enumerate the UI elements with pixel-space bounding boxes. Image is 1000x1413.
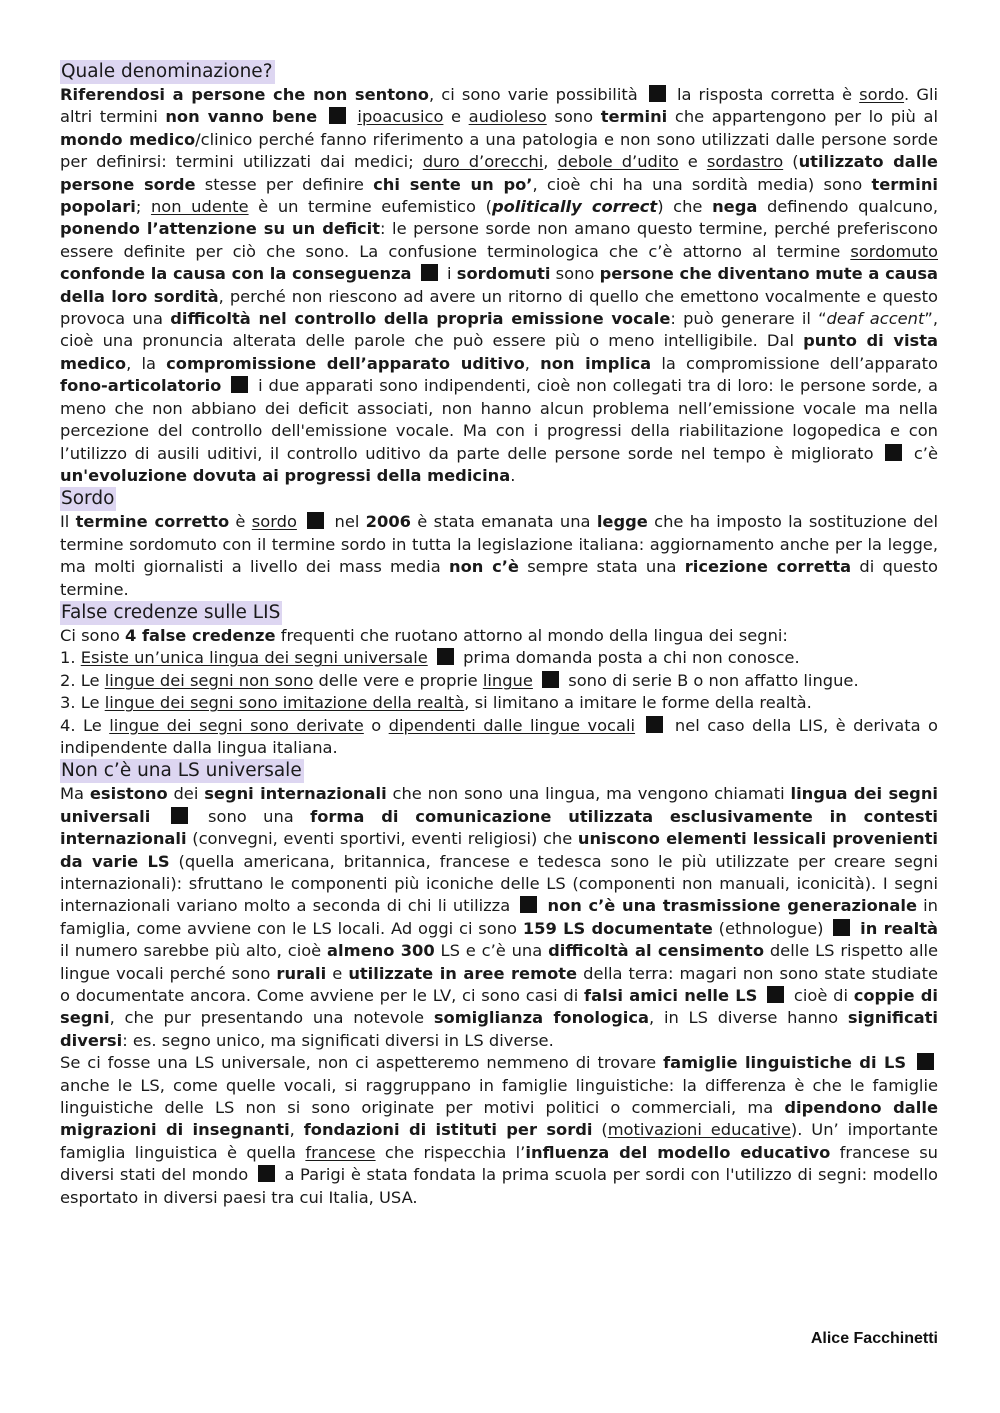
text-run: , che pur presentando una notevole [109, 1008, 434, 1028]
text-run: 2. Le [60, 670, 105, 690]
underlined-term: francese [305, 1142, 376, 1162]
section-paragraph [60, 670, 938, 692]
text-run: definendo qualcuno, [757, 197, 938, 217]
emphasized-text: fono-articolatorio [60, 376, 222, 396]
arrow-square-icon [833, 919, 850, 936]
underlined-term: dipendenti dalle lingue vocali [388, 715, 636, 735]
emphasized-text: ponendo l’attenzione su un deficit [60, 219, 381, 239]
emphasized-text: confonde la causa con la conseguenza [60, 264, 412, 284]
section-paragraph [60, 647, 938, 669]
text-run: , [524, 353, 541, 373]
emphasized-text: rurali [276, 963, 327, 983]
emphasized-text: uniscono elementi lessicali provenienti da varie LS [60, 829, 938, 871]
text-run: dei [167, 784, 205, 804]
underlined-term: non udente [150, 197, 249, 217]
arrow-square-icon [437, 648, 454, 665]
text-run [221, 376, 227, 395]
text-run: ( [783, 152, 799, 172]
arrow-square-icon [258, 1165, 275, 1182]
text-run: . [510, 465, 516, 485]
text-run: a Parigi è stata fondata la prima scuola per sordi con l'utilizzo di segni: modello esportato in diversi paesi tra cui Italia, USA. [60, 1165, 938, 1207]
emphasized-text: utilizzato dalle persone sorde [60, 152, 938, 194]
text-run [906, 1053, 913, 1072]
text-run: francese su diversi stati del mondo [60, 1142, 939, 1185]
text-run [150, 807, 166, 826]
text-run: (convegni, eventi sportivi, eventi religiosi) che [186, 829, 578, 849]
underlined-term: lingue dei segni sono derivate [109, 715, 364, 735]
emphasized-text: compromissione dell’apparato uditivo [166, 353, 525, 373]
text-run: : es. segno unico, ma significati diversi in LS diverse. [122, 1030, 554, 1050]
section-paragraph [60, 1052, 938, 1209]
arrow-square-icon [329, 107, 346, 124]
text-run: di questo termine. [60, 557, 938, 599]
section-paragraph [60, 84, 938, 487]
text-run [635, 716, 642, 735]
underlined-term: duro d’orecchi [422, 152, 544, 172]
text-run: , [543, 152, 558, 172]
emphasized-text: deaf accent [826, 309, 925, 329]
text-run: frequenti che ruotano attorno al mondo della lingua dei segni: [275, 625, 788, 645]
text-run: (quella americana, britannica, francese e tedesca sono le più utilizzate per creare segni internazionali): sfruttano le componenti più iconiche delle LS (componenti non manuali, iconicità). I segni internazionali variano molto a seconda di chi li utilizza [60, 851, 938, 916]
underlined-term: sordastro [706, 152, 784, 172]
text-run: 3. Le [60, 693, 105, 713]
text-run: c’è [906, 443, 938, 463]
text-run: , la [126, 353, 167, 373]
emphasized-text: 2006 [365, 512, 411, 532]
arrow-square-icon [231, 376, 248, 393]
section-heading-wrap [60, 487, 938, 511]
emphasized-text: somiglianza fonologica [433, 1008, 650, 1028]
underlined-term: ipoacusico [357, 107, 444, 127]
underlined-term: audioleso [468, 107, 547, 127]
text-run: la risposta corretta è [669, 85, 860, 104]
text-run: e [326, 963, 349, 983]
emphasized-text: punto di vista medico [60, 331, 939, 373]
emphasized-text: persone che diventano mute a causa della loro sordità [60, 264, 939, 306]
emphasized-text: 159 LS documentate [522, 918, 713, 938]
text-run: prima domanda posta a chi non conosce. [457, 648, 800, 668]
emphasized-text: non implica [540, 353, 652, 373]
text-run: cioè di [788, 986, 854, 1006]
emphasized-text: politically correct [491, 197, 658, 217]
author-signature: Alice Facchinetti [810, 1330, 938, 1347]
text-run: sono [546, 107, 601, 127]
text-run: , cioè chi ha una sordità media) sono [532, 174, 872, 194]
emphasized-text: dipendono dalle migrazioni di insegnanti [60, 1098, 939, 1140]
text-run: che appartengono per lo più al [667, 107, 938, 127]
text-run: e [678, 152, 707, 172]
emphasized-text: segni internazionali [204, 784, 387, 804]
emphasized-text: famiglie linguistiche di LS [663, 1053, 907, 1073]
arrow-square-icon [767, 986, 784, 1003]
emphasized-text: ricezione corretta [684, 557, 852, 577]
text-run: delle LS rispetto alle lingue vocali perché sono [60, 941, 939, 983]
underlined-term: sordo [859, 85, 905, 104]
underlined-term: Esiste un’unica lingua dei segni universale [80, 648, 428, 668]
text-run: , perché non riescono ad avere un ritorno di quello che emettono vocalmente e questo provoca una [60, 286, 938, 329]
text-run: , in LS diverse hanno [649, 1008, 848, 1028]
text-run [533, 671, 538, 690]
text-run: Se ci fosse una LS universale, non ci aspetteremo nemmeno di trovare [60, 1053, 664, 1073]
text-run: . Gli altri termini [60, 85, 938, 127]
arrow-square-icon [542, 671, 559, 688]
emphasized-text: chi sente un po’ [373, 174, 533, 194]
emphasized-text: utilizzate in aree remote [348, 963, 578, 983]
section-heading: False credenze sulle LIS [61, 601, 281, 623]
arrow-square-icon [646, 716, 663, 733]
text-run: sono di serie B o non affatto lingue. [563, 670, 859, 690]
emphasized-text: influenza del modello educativo [525, 1142, 831, 1162]
text-run [317, 107, 325, 126]
emphasized-text: termine corretto [75, 512, 230, 532]
emphasized-text: coppie di segni [60, 986, 938, 1028]
emphasized-text: un'evoluzione dovuta ai progressi della medicina [60, 465, 511, 485]
section-heading-wrap [60, 60, 938, 84]
text-run: della terra: magari non sono state studiate o documentate ancora. Come avviene per le LV, ci sono casi di [60, 963, 938, 1006]
emphasized-text: lingua dei segni universali [60, 784, 938, 826]
text-run: che ha imposto la sostituzione del termine sordomuto con il termine sordo in tutta la legislazione italiana: aggiornamento anche per la legge, ma molti giornalisti a livello dei mass media [60, 512, 938, 577]
text-run: stesse per definire [195, 174, 374, 194]
text-run: , [289, 1120, 304, 1140]
section-heading-wrap [60, 759, 938, 783]
emphasized-text: legge [596, 512, 648, 532]
emphasized-text: Riferendosi a persone che non sentono [60, 85, 429, 104]
text-run: ”, cioè una pronuncia alterata delle parole che può essere più o meno intelligibile. Dal [60, 309, 939, 351]
text-run: (ethnologue) [712, 918, 830, 938]
emphasized-text: falsi amici nelle LS [584, 986, 758, 1006]
emphasized-text: mondo medico [60, 129, 196, 149]
emphasized-text: forma di comunicazione utilizzata esclusivamente in contesti internazionali [60, 806, 938, 849]
arrow-square-icon [421, 264, 438, 281]
text-run: ). Un’ importante famiglia linguistica è quella [60, 1120, 939, 1162]
arrow-square-icon [307, 512, 324, 529]
text-run: nel [328, 512, 366, 532]
text-run: nel caso della LIS, è derivata o indipendente dalla lingua italiana. [60, 715, 938, 757]
text-run [412, 264, 417, 283]
text-run: è [229, 512, 252, 532]
text-run: ( [592, 1120, 608, 1140]
arrow-square-icon [649, 85, 666, 102]
text-run: Ma [60, 784, 90, 804]
emphasized-text: in realtà [860, 918, 938, 938]
underlined-term: lingue dei segni sono imitazione della realtà [104, 693, 465, 713]
arrow-square-icon [917, 1053, 934, 1070]
text-run: , si limitano a imitare le forme della realtà. [464, 693, 812, 713]
text-run: la compromissione dell’apparato [651, 353, 938, 373]
underlined-term: lingue dei segni non sono [104, 670, 314, 690]
text-run: che rispecchia l’ [375, 1142, 526, 1162]
text-run: è un termine eufemistico ( [248, 197, 492, 217]
text-run: il numero sarebbe più alto, cioè [60, 941, 328, 961]
emphasized-text: almeno 300 [327, 941, 435, 961]
text-run: e [443, 107, 469, 127]
section-heading: Sordo [61, 488, 115, 510]
text-run: o [363, 715, 389, 735]
text-run: : può generare il “ [670, 309, 827, 329]
text-run: /clinico perché fanno riferimento a una patologia e non sono utilizzati dalle persone sorde per definirsi: termini utilizzati dai medici; [60, 129, 938, 172]
text-run: 4. Le [60, 715, 110, 735]
section-heading: Quale denominazione? [61, 61, 273, 82]
underlined-term: debole d’udito [557, 152, 679, 172]
emphasized-text: esistono [89, 784, 168, 804]
emphasized-text: significati diversi [60, 1008, 938, 1050]
text-run: anche le LS, come quelle vocali, si raggruppano in famiglie linguistiche: la differenza è che le famiglie linguistiche delle LS non si sono originate per motivi politici o commerciali, ma [60, 1075, 938, 1118]
text-run [757, 986, 763, 1005]
arrow-square-icon [171, 807, 188, 824]
text-run: sono [550, 264, 600, 284]
text-run: è stata emanata una [411, 512, 597, 532]
emphasized-text: sordomuti [456, 264, 551, 284]
text-run: : le persone sorde non amano questo termine, perché preferiscono essere definite per ciò che sono. La confusione terminologica che c’è attorno al termine [60, 219, 938, 261]
text-run: Il [60, 512, 76, 532]
arrow-square-icon [520, 896, 537, 913]
text-run [297, 512, 303, 531]
emphasized-text: fondazioni di istituti per sordi [303, 1120, 593, 1140]
underlined-term: lingue [482, 670, 533, 690]
text-run: Ci sono [60, 625, 125, 645]
text-run: ) che [657, 197, 713, 217]
text-run: i [441, 264, 457, 284]
text-run: i due apparati sono indipendenti, cioè non collegati tra di loro: le persone sorde, a meno che non abbiano dei deficit associati, non hanno alcun problema nell’emissione vocale ma nella percezione del controllo dell'emissione vocale. Ma con i progressi della riabilitazione logopedica e con l’utilizzo di ausili uditivi, il controllo uditivo da parte delle persone sorde nel tempo è migliorato [60, 376, 938, 463]
emphasized-text: termini popolari [60, 174, 939, 217]
text-run [428, 648, 433, 667]
underlined-term: sordo [251, 512, 297, 532]
underlined-term: motivazioni educative [607, 1120, 791, 1140]
text-run: LS e c’è una [434, 941, 549, 961]
section-heading-wrap [60, 601, 938, 625]
emphasized-text: non c’è [448, 557, 519, 577]
emphasized-text: non c’è una trasmissione generazionale [547, 896, 918, 916]
text-run: ; [135, 197, 151, 217]
text-run: in famiglia, come avviene con le LS locali. Ad oggi ci sono [60, 896, 938, 938]
emphasized-text: 4 false credenze [124, 625, 276, 645]
emphasized-text: nega [712, 197, 758, 217]
text-run: sempre stata una [518, 557, 685, 577]
section-paragraph [60, 511, 938, 601]
arrow-square-icon [885, 444, 902, 461]
text-run: che non sono una lingua, ma vengono chiamati [386, 784, 791, 804]
emphasized-text: difficoltà nel controllo della propria emissione vocale [170, 309, 671, 329]
section-paragraph [60, 692, 938, 714]
emphasized-text: difficoltà al censimento [548, 941, 765, 961]
text-run: delle vere e proprie [313, 670, 483, 690]
emphasized-text: non vanno bene [165, 107, 318, 127]
section-paragraph [60, 783, 938, 1052]
text-run: sono una [191, 806, 311, 826]
text-run: , ci sono varie possibilità [428, 85, 645, 104]
document-page [60, 60, 938, 1209]
underlined-term: sordomuto [850, 241, 938, 261]
section-paragraph [60, 715, 938, 760]
section-paragraph [60, 625, 938, 647]
section-heading: Non c’è una LS universale [61, 760, 302, 782]
text-run: 1. [60, 648, 81, 668]
emphasized-text: termini [600, 107, 668, 127]
